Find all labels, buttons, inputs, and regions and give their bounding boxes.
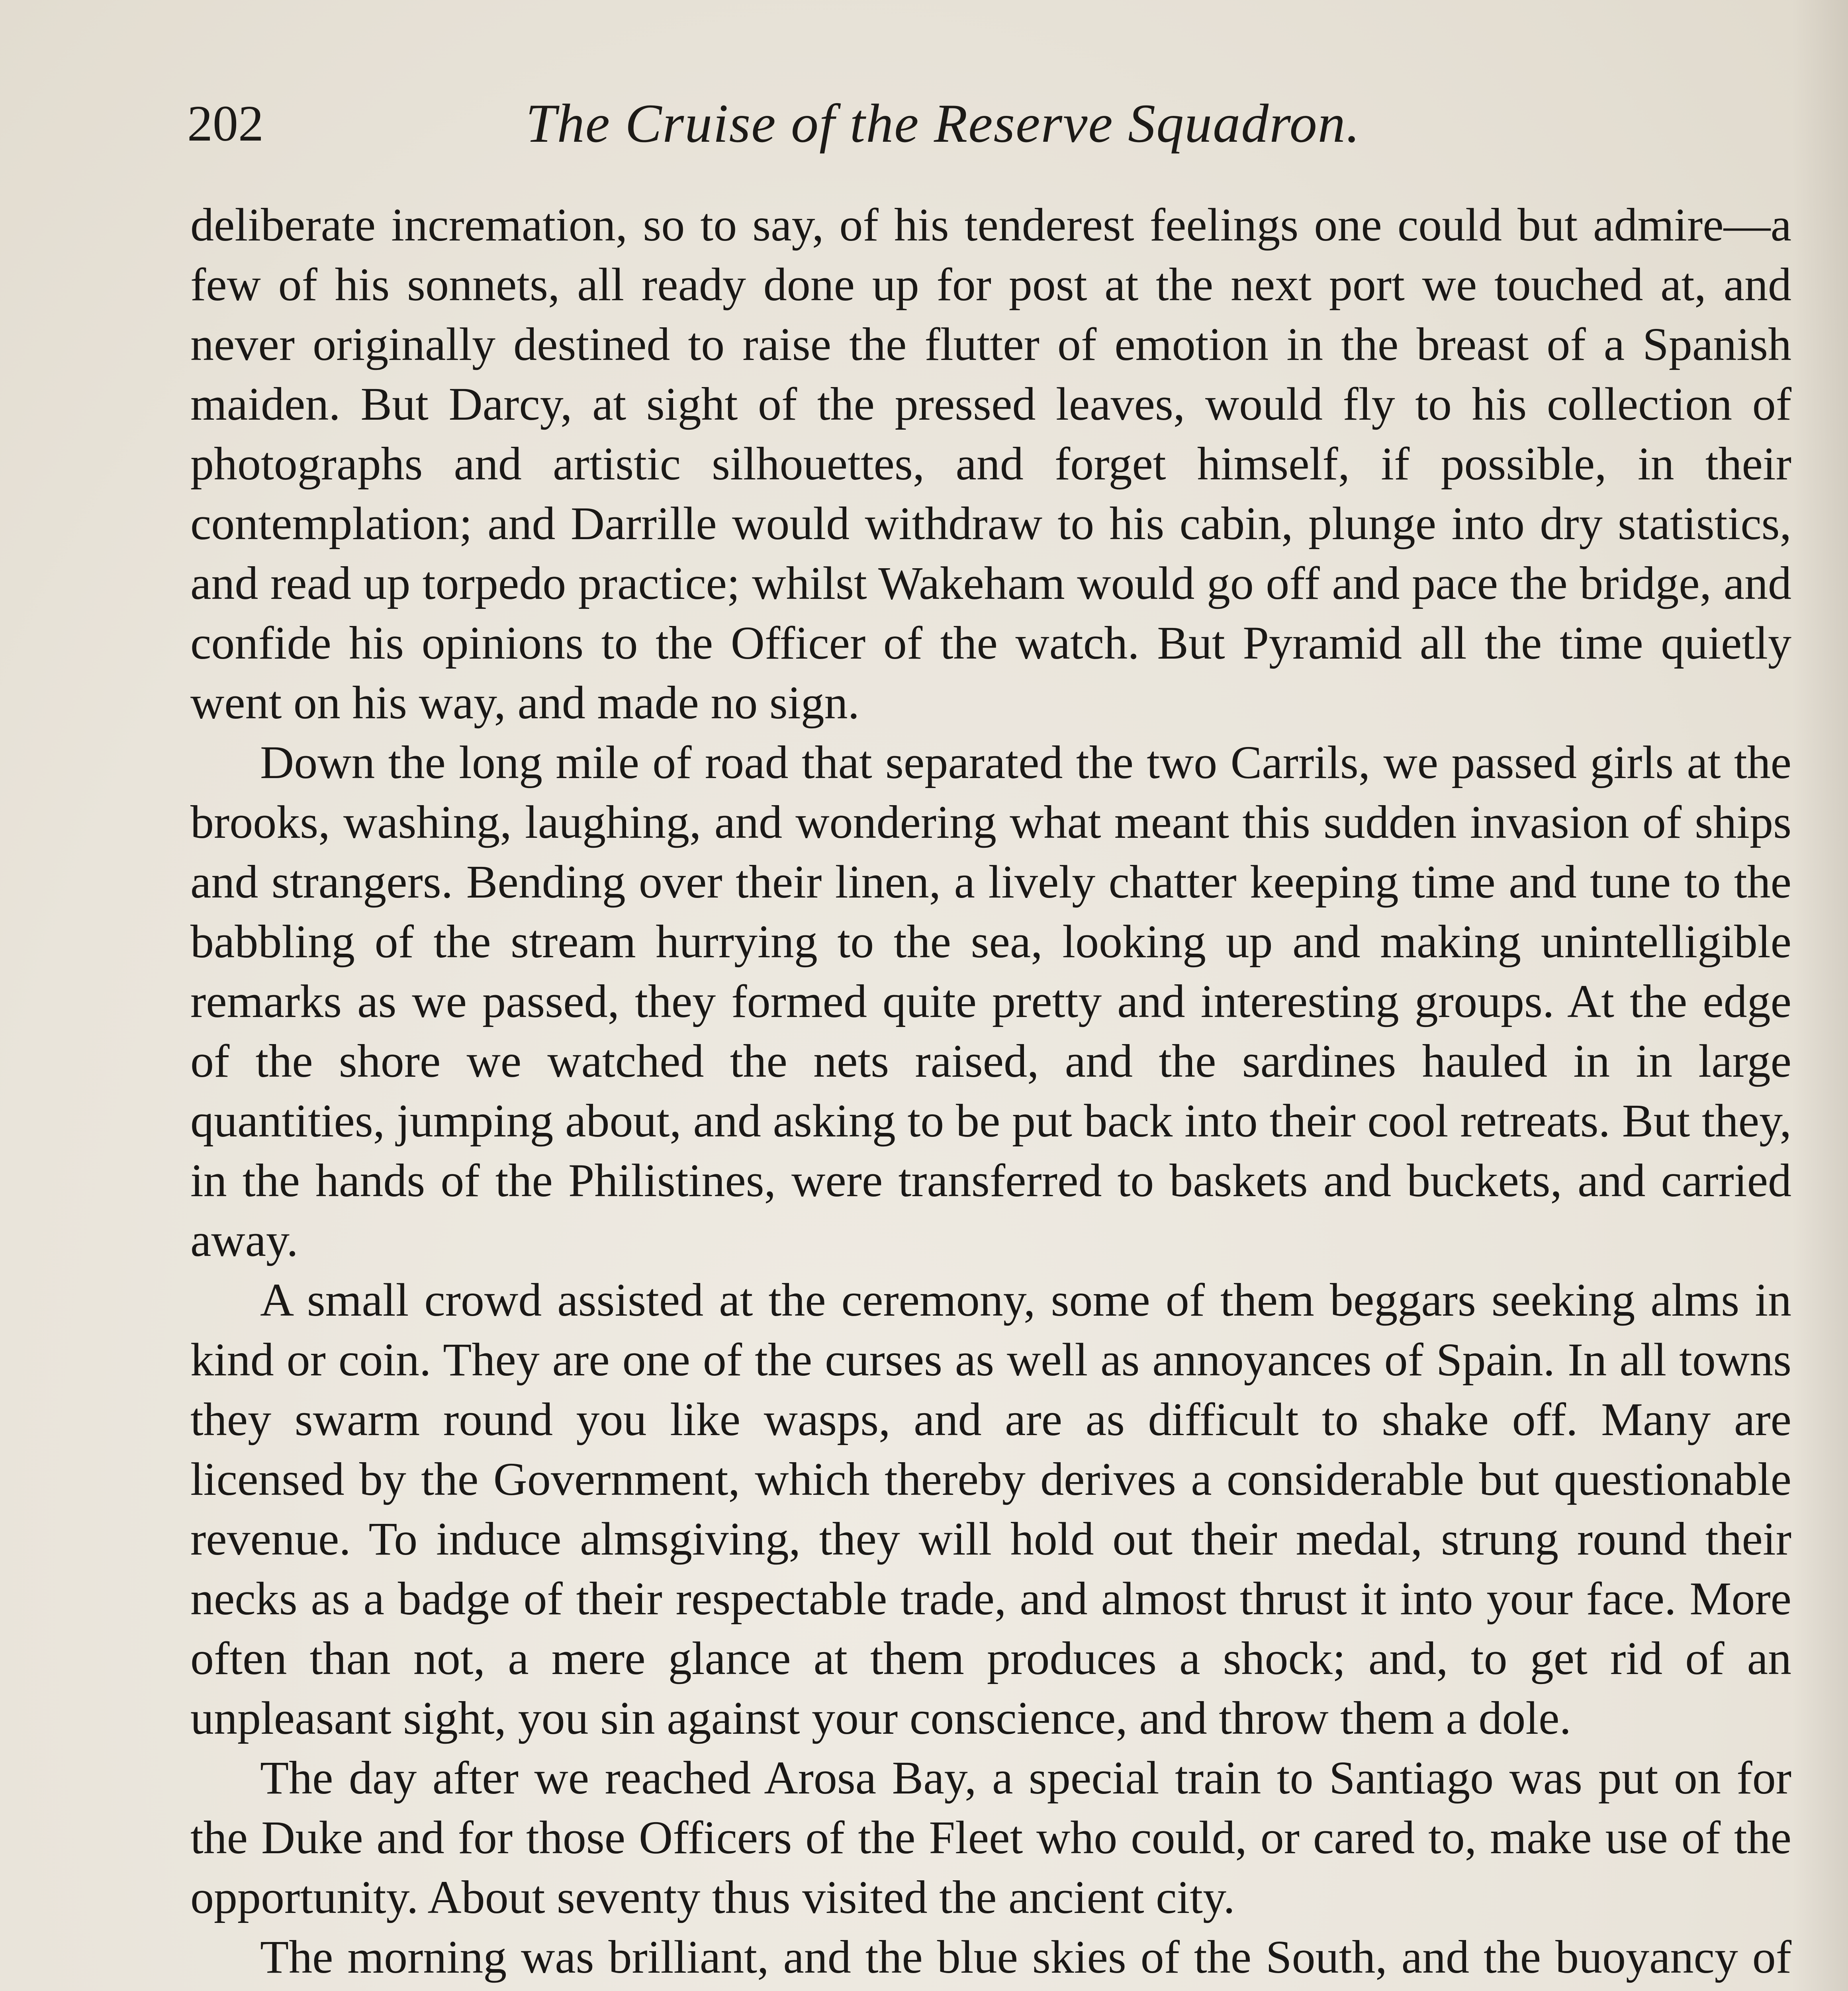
paragraph-beggars: A small crowd assisted at the ceremony, some of them beggars seeking alms in kind or coin. They are one of the curses as well as annoyances of Spain. In all towns they swarm round you like wasps, and are as difficult to shake off. Many are licensed by the Government, which thereby derives a considerable but questionable revenue. To induce almsgiving, they will hold out their medal, strung round their necks as a badge of their respectable trade, and almost thrust it into your face. More often than not, a mere glance at them produces a shock; and, to get rid of an unpleasant sight, you sin against your conscience, and throw them a dole.: [190, 1274, 1791, 1744]
paragraph-carrils-road: Down the long mile of road that separated the two Carrils, we passed girls at the brooks, washing, laughing, and wondering what meant this sudden invasion of ships and strangers. Bending over their linen, a lively chatter keeping time and tune to the babbling of the stream hurrying to the sea, looking up and making unintelligible remarks as we passed, they formed quite pretty and interesting groups. At the edge of the shore we watched the nets raised, and the sardines hauled in in large quantities, jumping about, and asking to be put back into their cool retreats. But they, in the hands of the Philistines, were transferred to baskets and buckets, and carried away.: [190, 736, 1791, 1266]
running-title: The Cruise of the Reserve Squadron.: [526, 93, 1361, 154]
body-text: [190, 195, 1791, 1991]
page-edge-shadow: [1792, 0, 1848, 1991]
paragraph-special-train: The day after we reached Arosa Bay, a special train to Santiago was put on for the Duke and for those Officers of the Fleet who could, or cared to, make use of the opportunity. About seventy thus visited the ancient city.: [190, 1752, 1791, 1923]
running-header: [187, 86, 1466, 169]
paragraph-journey: The morning was brilliant, and the blue skies of the South, and the buoyancy of: [260, 1931, 1791, 1983]
paragraph-continued: deliberate incremation, so to say, of his tenderest feelings one could but admire—a few of his sonnets, all ready done up for post at the next port we touched at, and never originally destined to raise the flutter of emotion in the breast of a Spanish maiden. But Darcy, at sight of the pressed leaves, would fly to his collection of photographs and artistic silhouettes, and forget himself, if possible, in their contemplation; and Darrille would withdraw to his cabin, plunge into dry statistics, and read up torpedo practice; whilst Wakeham would go off and pace the bridge, and confide his opinions to the Officer of the watch. But Pyramid all the time quietly went on his way, and made no sign.: [190, 199, 1791, 729]
page-number: 202: [187, 95, 264, 152]
